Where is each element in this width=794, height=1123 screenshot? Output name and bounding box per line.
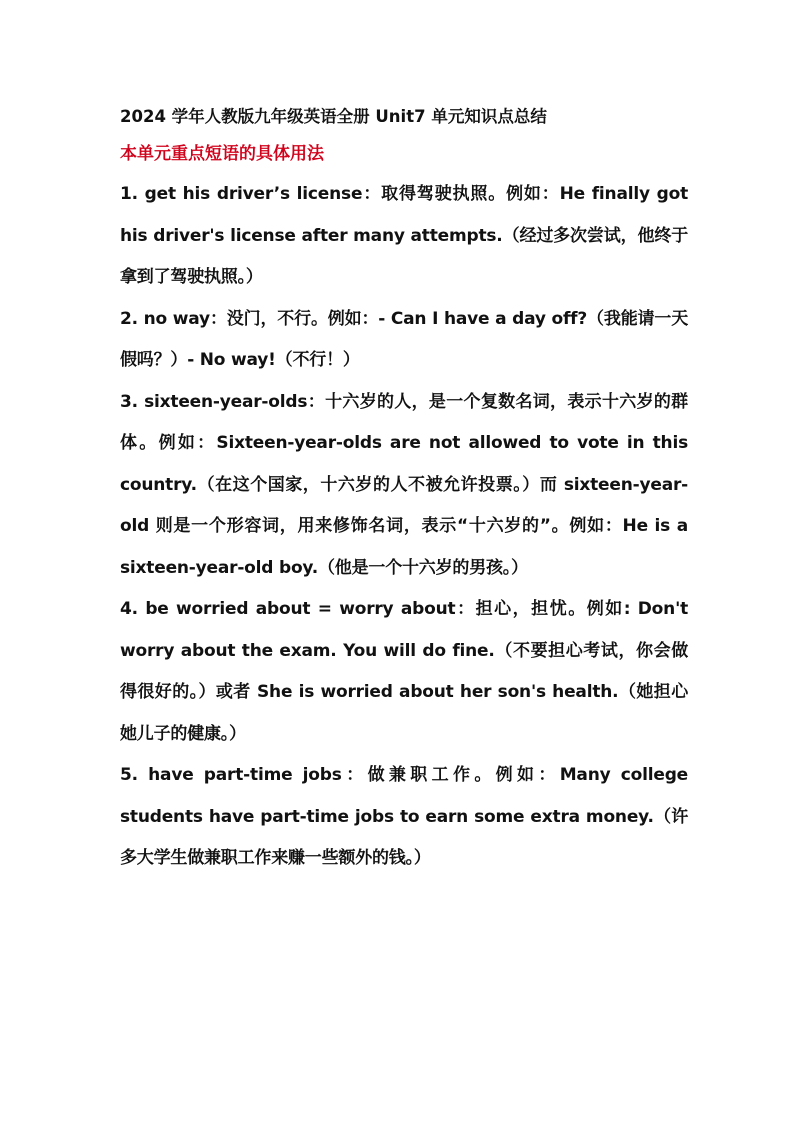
document-title: 2024 学年人教版九年级英语全册 Unit7 单元知识点总结 (120, 107, 547, 126)
phrase-item-3: 3. sixteen-year-olds：十六岁的人，是一个复数名词，表示十六岁的群体。例如：Sixteen-year-olds are not allowed to vote in this country.（在这个国家，十六岁的人不被允许投票。）而 sixteen-year-old 则是一个形容词，用来修饰名词，表示“十六岁的”。例如：He is a sixteen-year-old boy.（他是一个十六岁的男孩。） (120, 391, 688, 578)
document-body (120, 100, 688, 880)
phrase-item-2: 2. no way：没门，不行。例如：- Can I have a day off?（我能请一天假吗？）- No way!（不行！） (120, 308, 688, 370)
phrase-item-4: 4. be worried about = worry about：担心，担忧。例如: Don't worry about the exam. You will do fine.（不要担心考试，你会做得很好的。）或者 She is worried about her son's health.（她担心她儿子的健康。） (120, 599, 688, 744)
phrase-item-1: 1. get his driver’s license：取得驾驶执照。例如：He finally got his driver's license after many attempts.（经过多次尝试，他终于拿到了驾驶执照。） (120, 184, 688, 287)
phrase-item-5: 5. have part-time jobs：做兼职工作。例如：Many college students have part-time jobs to earn some extra money.（许多大学生做兼职工作来赚一些额外的钱。） (120, 765, 688, 868)
section-heading: 本单元重点短语的具体用法 (120, 144, 324, 164)
